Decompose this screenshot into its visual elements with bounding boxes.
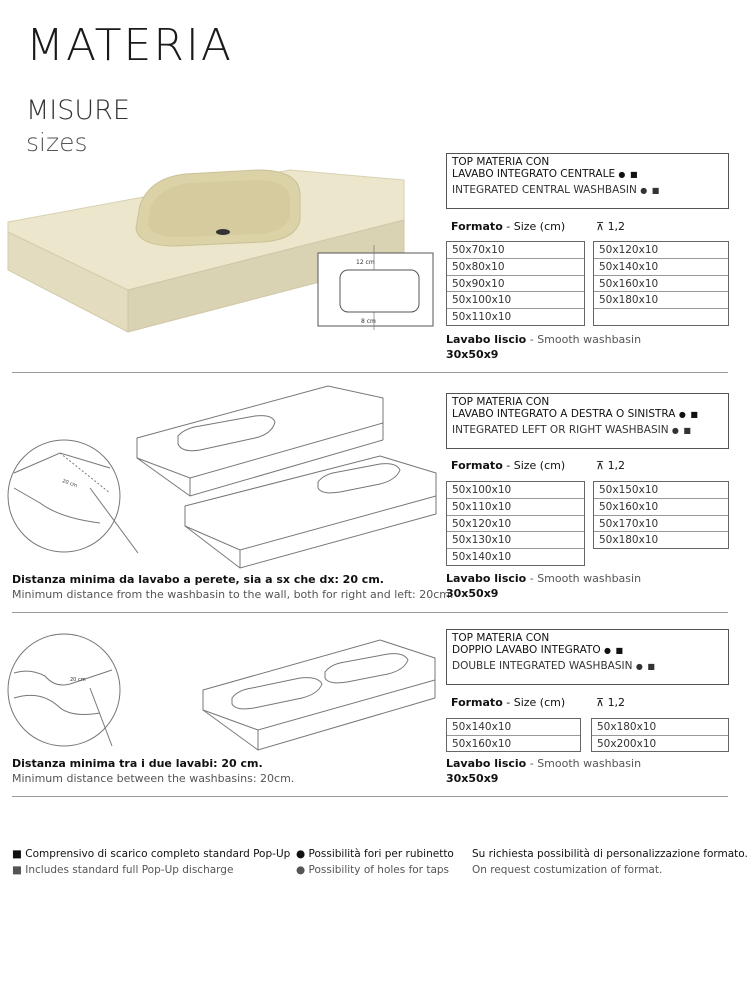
size-cell: 50x200x10 (597, 737, 657, 750)
section2-smooth: Lavabo liscio - Smooth washbasin 30x50x9 (446, 572, 642, 600)
section3-head-it-1: TOP MATERIA CON (452, 632, 550, 644)
section3-header-box (446, 629, 729, 685)
section1-head-en: INTEGRATED CENTRAL WASHBASIN (452, 184, 637, 196)
dot-square-icon: ● ■ (671, 426, 692, 435)
size-cell: 50x140x10 (452, 551, 512, 564)
footer-col-1: ■ Comprensivo di scarico completo standard Pop-Up ■ Includes standard full Pop-Up discharge (12, 848, 291, 876)
dot-bullet-icon: ● (296, 848, 306, 860)
section1-smooth: Lavabo liscio - Smooth washbasin 30x50x9 (446, 333, 642, 361)
page-title: MATERIA (26, 20, 233, 71)
size-cell: 50x160x10 (594, 499, 728, 516)
footer-col-3: Su richiesta possibilità di personalizzazione formato. On request costumization of format. (472, 848, 748, 876)
detail-dim-label: 20 cm (61, 478, 79, 490)
central-washbasin-render (0, 150, 445, 360)
format-label: Formato - Size (cm) (451, 459, 566, 472)
section1-size-col-left (446, 241, 585, 326)
divider (12, 796, 728, 797)
section2-header-box (446, 393, 729, 449)
divider (12, 612, 728, 613)
thickness-label: ⊼ 1,2 (596, 220, 626, 233)
thickness-label: ⊼ 1,2 (596, 696, 626, 709)
side-washbasin-drawing (0, 378, 445, 573)
format-label: Formato - Size (cm) (451, 696, 566, 709)
dot-square-icon: ● ■ (678, 410, 699, 419)
section3-head-en: DOUBLE INTEGRATED WASHBASIN (452, 660, 633, 672)
section1-size-col-right (593, 241, 729, 326)
size-cell: 50x100x10 (447, 292, 584, 309)
thickness-icon: ⊼ (596, 220, 605, 233)
section1-head-it-1: TOP MATERIA CON (452, 156, 550, 168)
section3-smooth: Lavabo liscio - Smooth washbasin 30x50x9 (446, 757, 642, 785)
size-cell: 50x70x10 (447, 242, 584, 259)
size-cell (594, 309, 728, 326)
size-cell: 50x140x10 (447, 719, 580, 736)
size-cell: 50x180x10 (592, 719, 728, 736)
detail-dim-label: 20 cm (70, 677, 86, 683)
section1-head-it-2: LAVABO INTEGRATO CENTRALE (452, 168, 616, 180)
dot-square-icon: ● ■ (635, 662, 656, 671)
dim-top-label: 12 cm (356, 259, 375, 266)
size-cell: 50x160x10 (452, 737, 512, 750)
size-cell: 50x100x10 (447, 482, 584, 499)
size-cell: 50x120x10 (447, 516, 584, 533)
double-washbasin-drawing (0, 618, 445, 758)
section3-size-col-right (591, 718, 729, 752)
size-cell: 50x80x10 (447, 259, 584, 276)
dot-square-icon: ● ■ (640, 186, 661, 195)
section2-head-it-2: LAVABO INTEGRATO A DESTRA O SINISTRA (452, 408, 676, 420)
thickness-icon: ⊼ (596, 696, 605, 709)
size-cell: 50x140x10 (594, 259, 728, 276)
dot-square-icon: ● ■ (604, 646, 625, 655)
size-cell: 50x160x10 (594, 276, 728, 293)
section2-size-col-right (593, 481, 729, 549)
section3-note: Distanza minima tra i due lavabi: 20 cm. Minimum distance between the washbasins: 20cm. (12, 757, 295, 785)
size-cell: 50x180x10 (599, 534, 659, 547)
section-subtitle: sizes (26, 128, 88, 157)
section-title: MISURE (26, 95, 130, 126)
size-cell: 50x110x10 (447, 499, 584, 516)
size-cell: 50x150x10 (594, 482, 728, 499)
size-cell: 50x170x10 (594, 516, 728, 533)
size-cell: 50x180x10 (594, 292, 728, 309)
section2-note: Distanza minima da lavabo a perete, sia a sx che dx: 20 cm. Minimum distance from the washbasin to the wall, both for right and left: 20cm. (12, 573, 454, 601)
size-cell: 50x110x10 (452, 311, 512, 324)
section2-size-col-left (446, 481, 585, 566)
footer-col-2: ● Possibilità fori per rubinetto ● Possibility of holes for taps (296, 848, 454, 876)
thickness-label: ⊼ 1,2 (596, 459, 626, 472)
section2-head-en: INTEGRATED LEFT OR RIGHT WASHBASIN (452, 424, 669, 436)
format-label: Formato - Size (cm) (451, 220, 566, 233)
size-cell: 50x130x10 (447, 532, 584, 549)
dim-bottom-label: 8 cm (361, 318, 376, 325)
divider (12, 372, 728, 373)
section2-head-it-1: TOP MATERIA CON (452, 396, 550, 408)
thickness-icon: ⊼ (596, 459, 605, 472)
section1-header-box (446, 153, 729, 209)
section3-head-it-2: DOPPIO LAVABO INTEGRATO (452, 644, 601, 656)
size-cell: 50x120x10 (594, 242, 728, 259)
dot-square-icon: ● ■ (618, 170, 639, 179)
dot-bullet-icon: ● (296, 864, 306, 876)
size-cell: 50x90x10 (447, 276, 584, 293)
section3-size-col-left (446, 718, 581, 752)
square-bullet-icon: ■ (12, 864, 22, 876)
square-bullet-icon: ■ (12, 848, 22, 860)
